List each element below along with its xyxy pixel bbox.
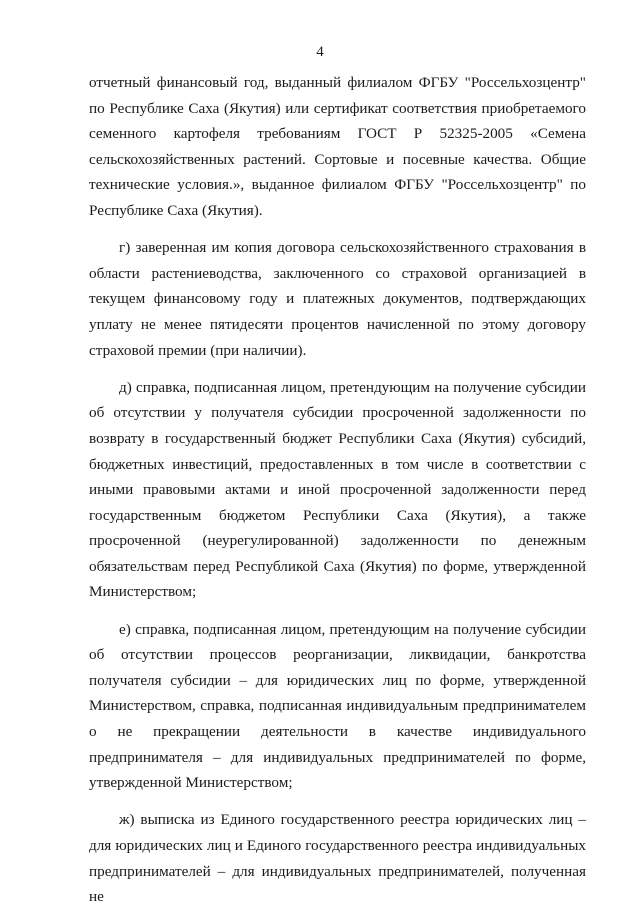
paragraph-item-g-insurance-contract: г) заверенная им копия договора сельскохозяйственного страхования в области растениеводства, заключенного со страховой организацией в текущем финансовому году и платежных документов, подтверждающих уплату не менее пятидесяти процентов начисленной по этому договору страховой премии (при наличии). bbox=[89, 239, 586, 359]
paragraph-item-zh-registry-extract: ж) выписка из Единого государственного реестра юридических лиц – для юридических лиц и Единого государственного реестра индивидуальных предпринимателей – для индивидуальных предпринимателей, полученная не bbox=[89, 811, 586, 906]
document-body bbox=[89, 70, 586, 910]
paragraph-continuation-certificate: отчетный финансовый год, выданный филиалом ФГБУ "Россельхозцентр" по Республике Саха (Якутия) или сертификат соответствия приобретаемого семенного картофеля требованиям ГОСТ Р 52325-2005 «Семена сельскохозяйственных растений. Сортовые и посевные качества. Общие технические условия.», выданное филиалом ФГБУ "Россельхозцентр" по Республике Саха (Якутия). bbox=[89, 74, 586, 219]
paragraph-item-d-debt-certificate: д) справка, подписанная лицом, претендующим на получение субсидии об отсутствии у получателя субсидии просроченной задолженности по возврату в государственный бюджет Республики Саха (Якутия) субсидий, бюджетных инвестиций, предоставленных в том числе в соответствии с иными правовыми актами и иной просроченной задолженности перед государственным бюджетом Республики Саха (Якутия), а также просроченной (неурегулированной) задолженности по денежным обязательствам перед Республикой Саха (Якутия) по форме, утвержденной Министерством; bbox=[89, 378, 586, 601]
paragraph-item-e-reorganization-certificate: е) справка, подписанная лицом, претендующим на получение субсидии об отсутствии процессов реорганизации, ликвидации, банкротства получателя субсидии – для юридических лиц по форме, утвержденной Министерством, справка, подписанная индивидуальным предпринимателем о не прекращении деятельности в качестве индивидуального предпринимателя – для индивидуальных предпринимателей по форме, утвержденной Министерством; bbox=[89, 620, 586, 792]
page-number: 4 bbox=[316, 44, 324, 60]
